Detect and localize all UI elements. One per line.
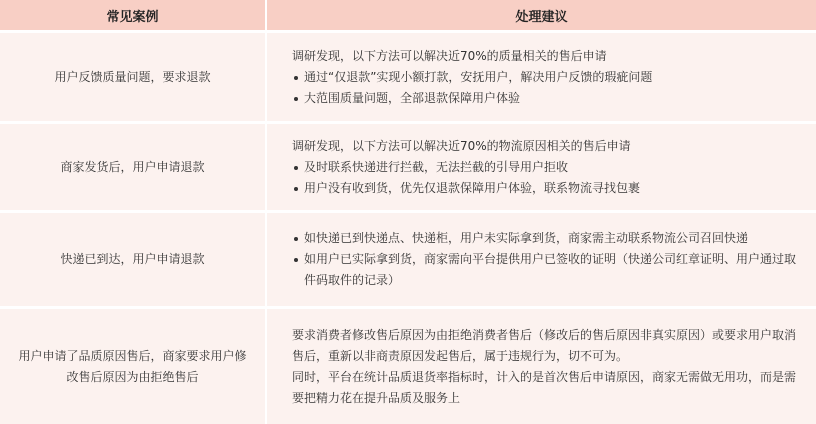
bullet-icon xyxy=(292,67,304,80)
table-row xyxy=(0,33,816,121)
suggestion-cell xyxy=(265,309,816,424)
bullet-text: 及时联系快递进行拦截，无法拦截的引导用户拒收 xyxy=(304,159,569,174)
suggestion-paragraph: 同时，平台在统计品质退货率指标时，计入的是首次售后申请原因，商家无需做无用功，而是需要把精力花在提升品质及服务上 xyxy=(292,369,797,405)
column-divider xyxy=(265,30,267,424)
header-cases: 常见案例 xyxy=(106,9,159,25)
bullet-icon xyxy=(292,157,304,170)
bullet-icon xyxy=(292,228,304,241)
table-row xyxy=(0,309,816,424)
suggestion-bullet xyxy=(292,157,806,178)
suggestion-bullet xyxy=(292,249,806,291)
table-row xyxy=(0,213,816,306)
suggestion-intro: 调研发现，以下方法可以解决近70%的物流原因相关的售后申请 xyxy=(292,138,631,153)
bullet-text: 用户没有收到货，优先仅退款保障用户体验，联系物流寻找包裹 xyxy=(304,180,641,195)
table-header xyxy=(0,0,816,30)
suggestion-intro: 调研发现，以下方法可以解决近70%的质量相关的售后申请 xyxy=(292,48,607,63)
case-cell: 用户反馈质量问题，要求退款 xyxy=(54,69,211,84)
header-suggestions: 处理建议 xyxy=(515,9,568,25)
suggestion-bullet xyxy=(292,178,806,199)
bullet-text: 通过“仅退款”实现小额打款，安抚用户，解决用户反馈的瑕疵问题 xyxy=(304,69,653,84)
suggestion-cell xyxy=(265,213,816,306)
case-cell: 快递已到达，用户申请退款 xyxy=(60,252,205,266)
table-row xyxy=(0,124,816,210)
suggestion-paragraph: 要求消费者修改售后原因为由拒绝消费者售后（修改后的售后原因非真实原因）或要求用户取消售后，重新以非商责原因发起售后，属于违规行为，切不可为。 xyxy=(292,327,797,363)
bullet-icon xyxy=(292,249,304,262)
case-cell: 用户申请了品质原因售后，商家要求用户修改售后原因为由拒绝售后 xyxy=(18,348,247,384)
bullet-text: 如用户已实际拿到货，商家需向平台提供用户已签收的证明（快递公司红章证明、用户通过取件码取件的记录） xyxy=(304,252,797,287)
suggestion-cell xyxy=(265,33,816,121)
suggestion-bullet xyxy=(292,88,806,109)
suggestion-bullet xyxy=(292,67,806,88)
bullet-text: 如快递已到快递点、快递柜，用户未实际拿到货，商家需主动联系物流公司召回快递 xyxy=(304,231,749,245)
bullet-text: 大范围质量问题，全部退款保障用户体验 xyxy=(304,90,521,105)
case-cell: 商家发货后，用户申请退款 xyxy=(60,159,205,174)
bullet-icon xyxy=(292,178,304,191)
bullet-icon xyxy=(292,88,304,101)
suggestion-bullet xyxy=(292,228,806,249)
suggestion-cell xyxy=(265,124,816,210)
